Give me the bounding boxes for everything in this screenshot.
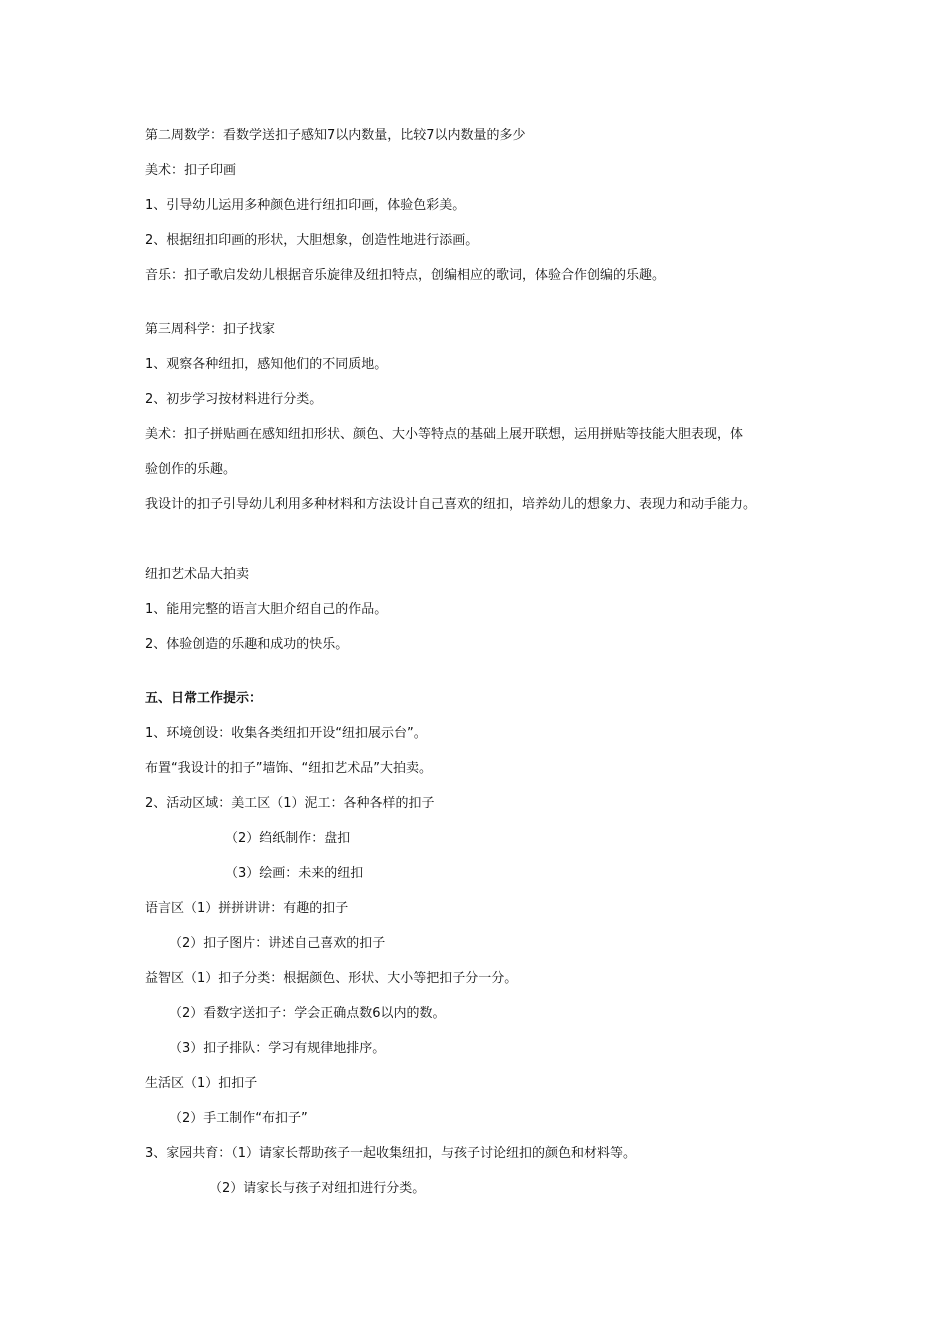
science-goal-2: 2、初步学习按材料进行分类。 (145, 392, 323, 407)
art-stamp-title: 美术：扣子印画 (145, 163, 237, 178)
science-goal-1: 1、观察各种纽扣，感知他们的不同质地。 (145, 357, 388, 372)
life-area-item-2: （2）手工制作“布扣子” (169, 1111, 308, 1126)
activity-area-line: 2、活动区域：美工区（1）泥工：各种各样的扣子 (145, 796, 435, 811)
auction-goal-1: 1、能用完整的语言大胆介绍自己的作品。 (145, 602, 388, 617)
art-stamp-goal-1: 1、引导幼儿运用多种颜色进行纽扣印画，体验色彩美。 (145, 198, 466, 213)
life-area-line: 生活区（1）扣扣子 (145, 1076, 258, 1091)
language-area-item-2: （2）扣子图片：讲述自己喜欢的扣子 (169, 936, 386, 951)
environment-line: 1、环境创设：收集各类纽扣开设“纽扣展示台”。 (145, 726, 427, 741)
decoration-line: 布置“我设计的扣子”墙饰、“纽扣艺术品”大拍卖。 (145, 761, 432, 776)
home-school-line: 3、家园共育：（1）请家长帮助孩子一起收集纽扣，与孩子讨论纽扣的颜色和材料等。 (145, 1146, 637, 1161)
art-area-item-3: （3）绘画：未来的纽扣 (225, 866, 364, 881)
art-stamp-goal-2: 2、根据纽扣印画的形状，大胆想象，创造性地进行添画。 (145, 233, 479, 248)
puzzle-area-line: 益智区（1）扣子分类：根据颜色、形状、大小等把扣子分一分。 (145, 971, 518, 986)
puzzle-area-item-3: （3）扣子排队：学习有规律地排序。 (169, 1041, 386, 1056)
week3-science-line: 第三周科学：扣子找家 (145, 322, 276, 337)
puzzle-area-item-2: （2）看数字送扣子：学会正确点数6以内的数。 (169, 1006, 446, 1021)
auction-title: 纽扣艺术品大拍卖 (145, 567, 250, 582)
week2-math-line: 第二周数学：看数学送扣子感知7以内数量，比较7以内数量的多少 (145, 128, 526, 143)
art-collage-line-1: 美术：扣子拼贴画在感知纽扣形状、颜色、大小等特点的基础上展开联想，运用拼贴等技能大胆表现，体 (145, 427, 744, 442)
art-collage-line-2: 验创作的乐趣。 (145, 462, 237, 477)
home-school-item-2: （2）请家长与孩子对纽扣进行分类。 (209, 1181, 426, 1196)
section-five-heading: 五、日常工作提示： (145, 691, 263, 706)
design-button-line: 我设计的扣子引导幼儿利用多种材料和方法设计自己喜欢的纽扣，培养幼儿的想象力、表现力和动手能力。 (145, 497, 757, 512)
music-line: 音乐：扣子歌启发幼儿根据音乐旋律及纽扣特点，创编相应的歌词，体验合作创编的乐趣。 (145, 268, 666, 283)
art-area-item-2: （2）绉纸制作：盘扣 (225, 831, 351, 846)
auction-goal-2: 2、体验创造的乐趣和成功的快乐。 (145, 637, 349, 652)
language-area-line: 语言区（1）拼拼讲讲：有趣的扣子 (145, 901, 349, 916)
